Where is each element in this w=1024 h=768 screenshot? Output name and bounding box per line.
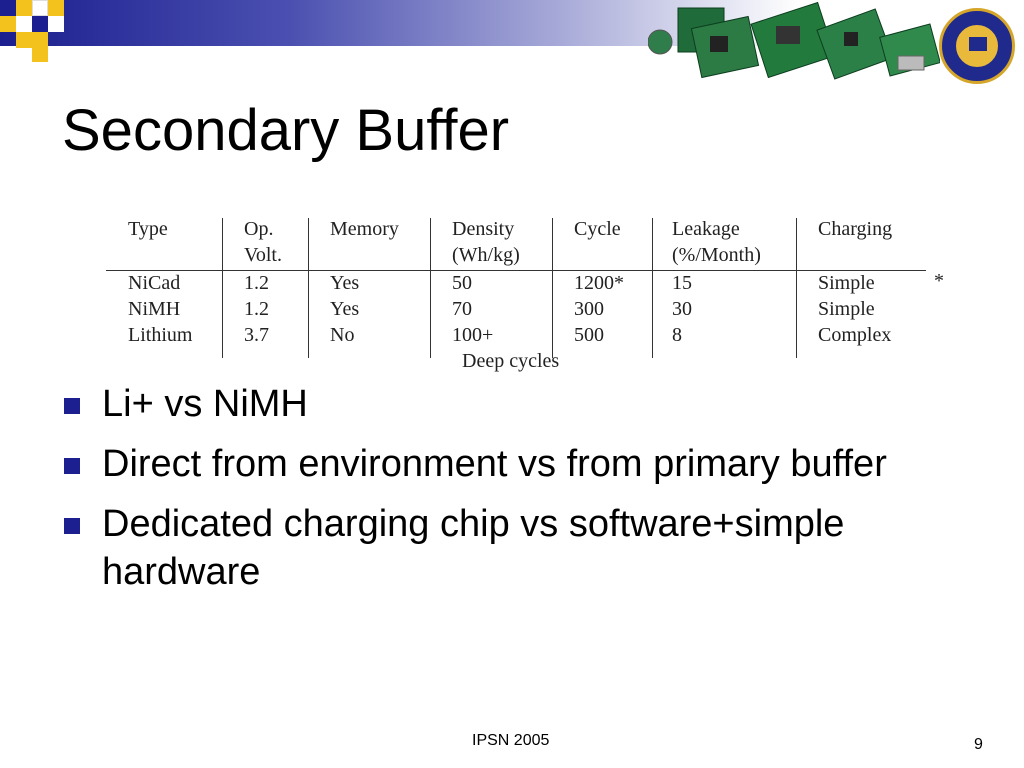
table-cell: Lithium — [128, 324, 193, 346]
page-number: 9 — [974, 736, 983, 753]
table-cell: Simple — [818, 298, 875, 320]
list-item — [62, 440, 962, 488]
col-header-type: Type — [128, 218, 168, 240]
bullet-square-icon — [64, 398, 80, 414]
table-footnote: Deep cycles — [462, 350, 560, 372]
footnote-mark: * — [934, 270, 944, 292]
bullet-text: Direct from environment vs from primary buffer — [102, 443, 887, 485]
table-cell: 1.2 — [244, 272, 269, 294]
bullet-text: Dedicated charging chip vs software+simple hardware — [102, 503, 845, 593]
table-cell: Complex — [818, 324, 892, 346]
col-header-volt: Op. — [244, 218, 274, 240]
table-cell: 1.2 — [244, 298, 269, 320]
table-cell: Simple — [818, 272, 875, 294]
table-cell: Yes — [330, 298, 360, 320]
battery-table — [106, 212, 946, 374]
col-header-memory: Memory — [330, 218, 399, 240]
table-cell: 300 — [574, 298, 604, 320]
table-cell: 15 — [672, 272, 692, 294]
col-header-density: Density — [452, 218, 515, 240]
table-cell: 100+ — [452, 324, 494, 346]
decorative-squares — [0, 0, 90, 62]
bullet-text: Li+ vs NiMH — [102, 383, 308, 425]
col-header-volt-2: Volt. — [244, 244, 282, 266]
bullet-list — [62, 380, 962, 608]
table-cell: 50 — [452, 272, 472, 294]
table-cell: NiCad — [128, 272, 181, 294]
table-cell: 8 — [672, 324, 682, 346]
footer-conference: IPSN 2005 — [472, 732, 550, 749]
table-cell: No — [330, 324, 355, 346]
slide-title: Secondary Buffer — [62, 98, 510, 163]
table-cell: NiMH — [128, 298, 181, 320]
col-header-leakage-2: (%/Month) — [672, 244, 761, 266]
table-cell: 500 — [574, 324, 604, 346]
university-seal-logo — [939, 8, 1015, 84]
list-item — [62, 500, 962, 596]
bullet-square-icon — [64, 518, 80, 534]
table-cell: 1200* — [574, 272, 624, 294]
bullet-square-icon — [64, 458, 80, 474]
col-header-charging: Charging — [818, 218, 893, 240]
col-header-cycle: Cycle — [574, 218, 621, 240]
table-cell: 30 — [672, 298, 692, 320]
table-cell: 3.7 — [244, 324, 269, 346]
col-header-density-2: (Wh/kg) — [452, 244, 520, 266]
table-cell: Yes — [330, 272, 360, 294]
table-header-rule — [106, 270, 926, 271]
col-header-leakage: Leakage — [672, 218, 740, 240]
list-item — [62, 380, 962, 428]
table-cell: 70 — [452, 298, 472, 320]
circuit-boards-image — [648, 0, 940, 92]
